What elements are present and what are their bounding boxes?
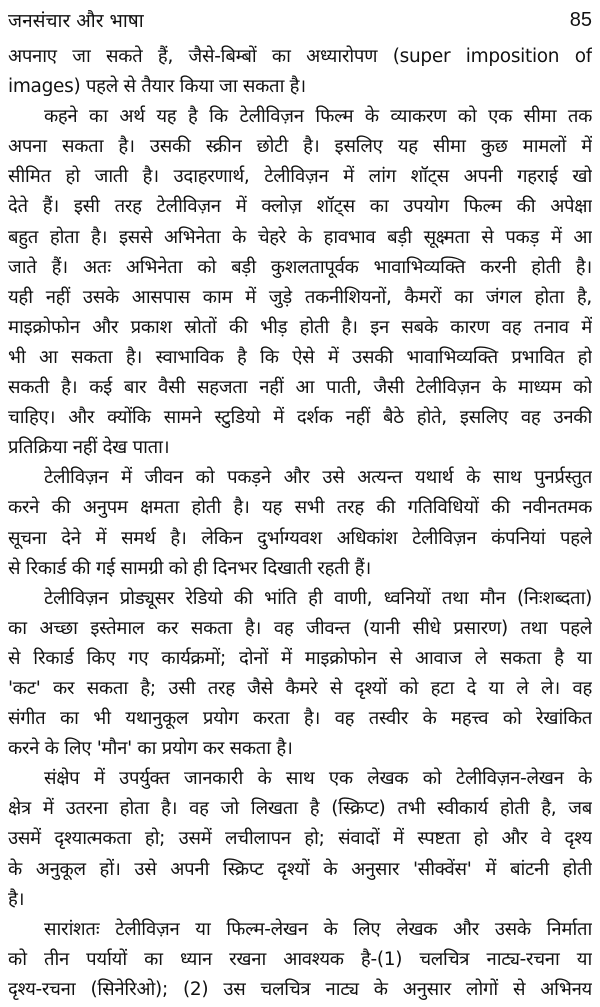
text-line: भी आ सकता है। स्वाभाविक है कि ऐसे में उसकी भावाभिव्यक्ति प्रभावित हो <box>8 346 592 368</box>
running-title: जनसंचार और भाषा <box>8 10 144 32</box>
text-line: 'कट' कर सकता है; उसी तरह जैसे कैमरे से दृश्यों को हटा दे या ले ले। वह <box>8 677 592 699</box>
text-line: माइक्रोफोन और प्रकाश स्रोतों की भीड़ होती है। इन सबके कारण वह तनाव में <box>8 316 592 338</box>
text-line: टेलीविज़न में जीवन को पकड़ने और उसे अत्यन्त यथार्थ के साथ पुनर्प्रस्तुत <box>44 467 592 489</box>
text-line: कहने का अर्थ यह है कि टेलीविज़न फिल्म के व्याकरण को एक सीमा तक <box>44 106 592 128</box>
text-line: जाते हैं। अतः अभिनेता को बड़ी कुशलतापूर्वक भावाभिव्यक्ति करनी होती है। <box>8 256 592 278</box>
text-line: से रिकार्ड किए गए कार्यक्रमों; दोनों में माइक्रोफोन से आवाज ले सकता है या <box>8 647 592 669</box>
text-line: है। <box>8 888 25 910</box>
text-line: अपना सकता है। उसकी स्क्रीन छोटी है। इसलिए यह सीमा कुछ मामलों में <box>8 136 592 158</box>
text-line: सारांशतः टेलीविज़न या फिल्म-लेखन के लिए लेखक और उसके निर्माता <box>44 918 592 940</box>
text-line: सीमित हो जाती है। उदाहरणार्थ, टेलीविज़न में लांग शॉट्स अपनी गहराई खो <box>8 166 592 188</box>
text-line: बहुत होता है। इससे अभिनेता के चेहरे के हावभाव बड़ी सूक्ष्मता से पकड़ में आ <box>8 226 592 248</box>
text-line: से रिकार्ड की गई सामग्री को ही दिनभर दिखाती रहती हैं। <box>8 557 371 579</box>
text-line: अपनाए जा सकते हैं, जैसे-बिम्बों का अध्यारोपण (super imposition of <box>8 46 592 67</box>
page-number: 85 <box>569 8 592 31</box>
page-header <box>8 6 592 34</box>
text-line: देते हैं। इसी तरह टेलीविज़न में क्लोज़ शॉट्स का उपयोग फिल्म की अपेक्षा <box>8 196 592 218</box>
text-line: संक्षेप में उपर्युक्त जानकारी के साथ एक लेखक को टेलीविज़न-लेखन के <box>44 768 592 790</box>
text-line: यही नहीं उसके आसपास काम में जुड़े तकनीशियनों, कैमरों का जंगल होता है, <box>8 286 592 308</box>
text-line: सूचना देने में समर्थ है। लेकिन दुर्भाग्यवश अधिकांश टेलीविज़न कंपनियां पहले <box>8 527 592 549</box>
text-line: संगीत का भी यथानुकूल प्रयोग करता है। वह तस्वीर के महत्त्व को रेखांकित <box>8 708 592 730</box>
text-line: के अनुकूल हों। उसे अपनी स्क्रिप्ट दृश्यों के अनुसार 'सीक्वेंस' में बांटनी होती <box>8 858 592 880</box>
text-line: images) पहले से तैयार किया जा सकता है। <box>8 76 306 98</box>
text-line: को तीन पर्यायों का ध्यान रखना आवश्यक है-(1) चलचित्र नाट्य-रचना या <box>8 948 592 970</box>
text-line: क्षेत्र में उतरना होता है। वह जो लिखता है (स्क्रिप्ट) तभी स्वीकार्य होती है, जब <box>8 798 592 820</box>
text-line: सकती है। कई बार वैसी सहजता नहीं आ पाती, जैसी टेलीविज़न के माध्यम को <box>8 377 592 399</box>
text-line: करने के लिए 'मौन' का प्रयोग कर सकता है। <box>8 738 293 760</box>
text-line: प्रतिक्रिया नहीं देख पाता। <box>8 437 170 459</box>
text-line: दृश्य-रचना (सिनेरिओ); (2) उस चलचित्र नाट्य के अनुसार लोगों से अभिनय <box>8 978 592 1000</box>
text-line: का अच्छा इस्तेमाल कर सकता है। वह जीवन्त (यानी सीधे प्रसारण) तथा पहले <box>8 617 592 639</box>
text-line: करने की अनुपम क्षमता होती है। यह सभी तरह की गतिविधियों की नवीनतमक <box>8 497 592 519</box>
text-line: उसमें दृश्यात्मकता हो; उसमें लचीलापन हो; संवादों में स्पष्टता हो और वे दृश्य <box>8 828 592 850</box>
text-line: चाहिए। और क्योंकि सामने स्टुडियो में दर्शक नहीं बैठे होते, इसलिए वह उनकी <box>8 407 592 429</box>
body-text <box>8 42 592 1005</box>
text-line: टेलीविज़न प्रोड्यूसर रेडियो की भांति ही वाणी, ध्वनियों तथा मौन (निःशब्दता) <box>44 587 592 609</box>
